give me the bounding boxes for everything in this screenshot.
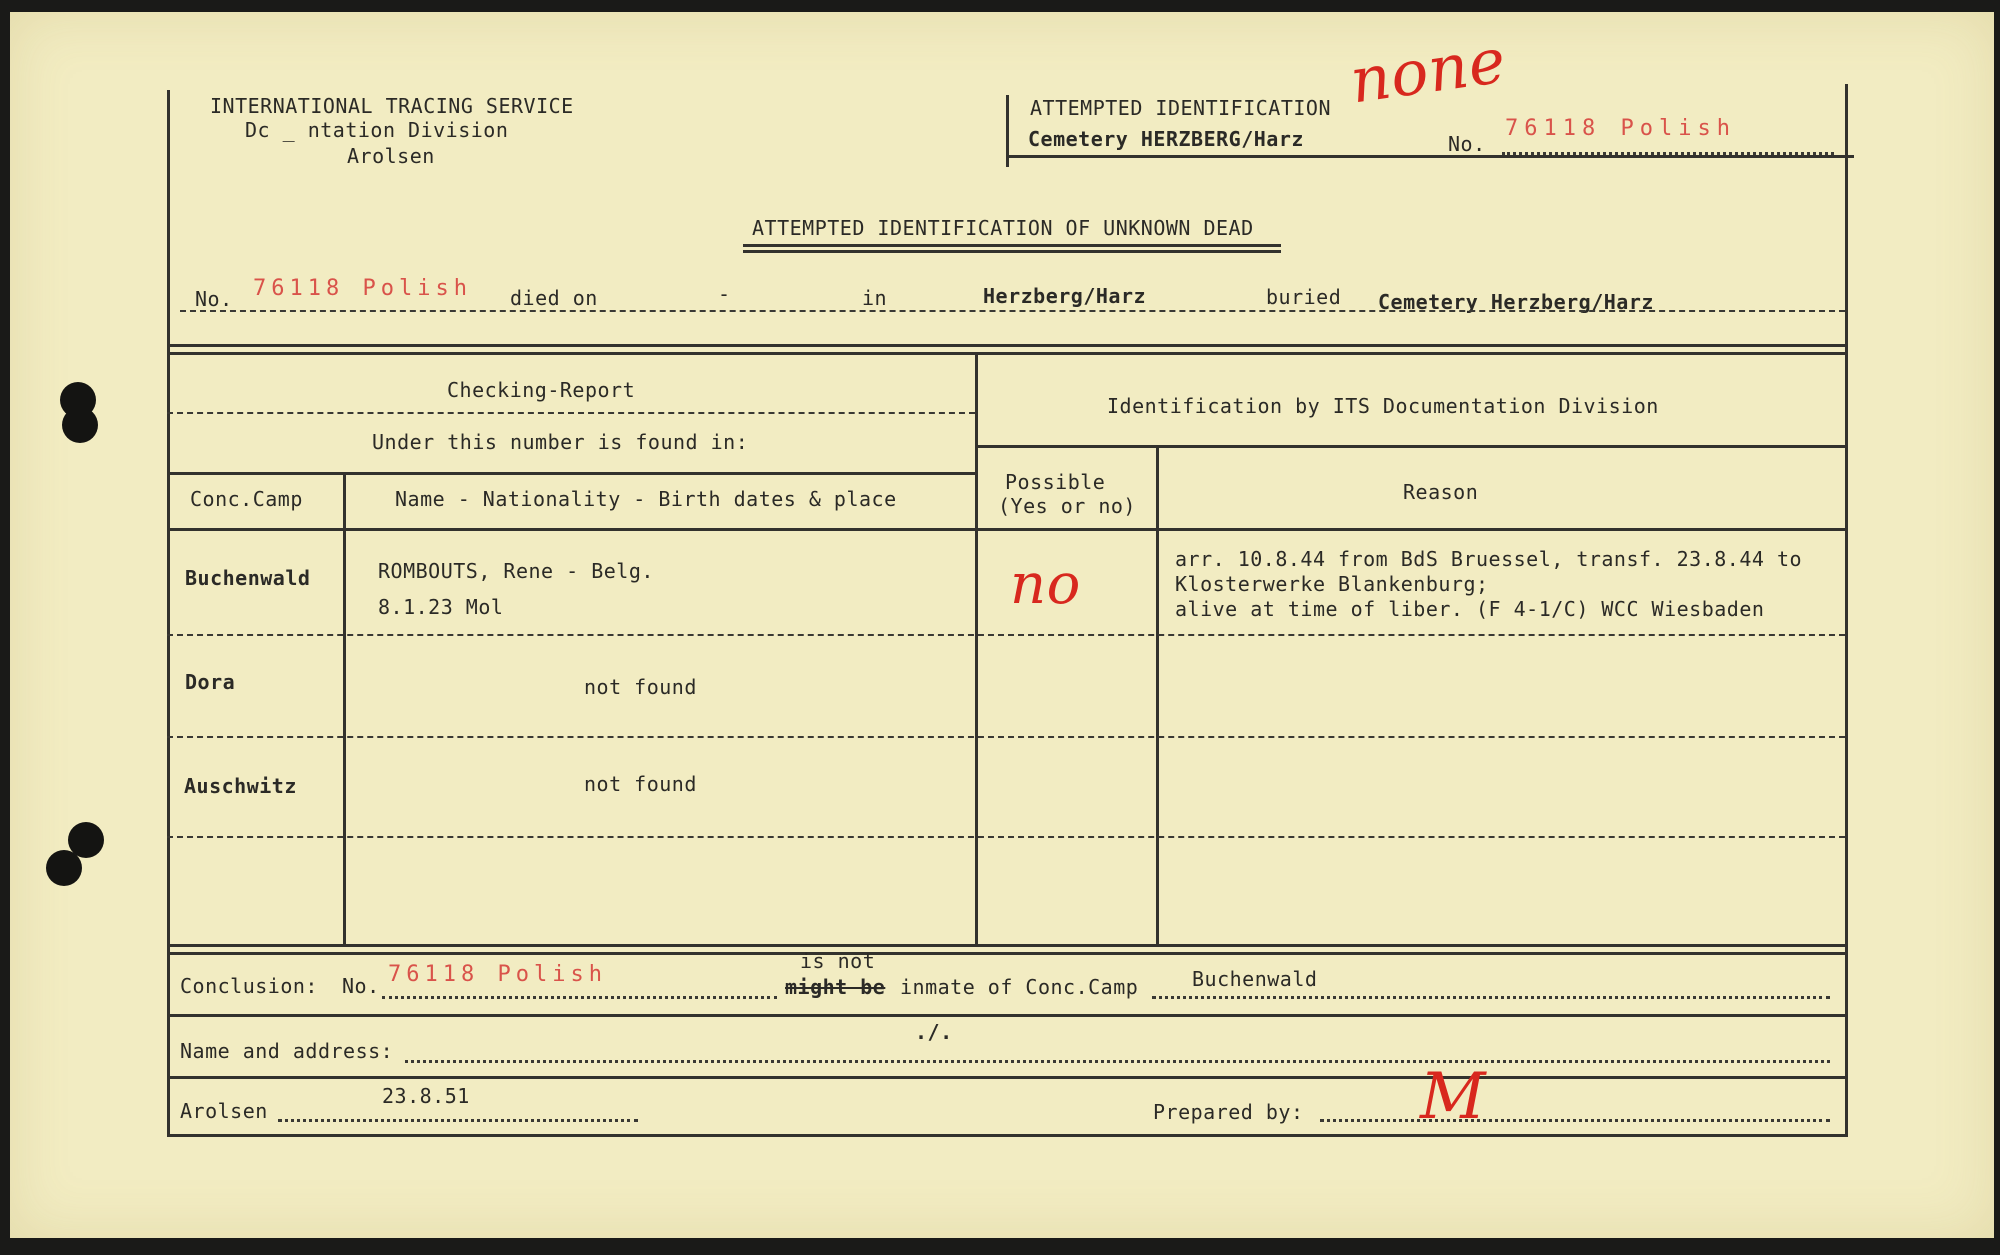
row-possible: no [1010,552,1081,617]
col-reason-header: Reason [1403,480,1479,504]
record-no-label: No. [195,287,233,311]
checking-report-subtitle: Under this number is found in: [372,430,749,454]
punch-hole [62,407,98,443]
prepared-by-label: Prepared by: [1153,1100,1304,1124]
row-name-line-1: ROMBOUTS, Rene - Belg. [378,559,654,583]
form-title: ATTEMPTED IDENTIFICATION OF UNKNOWN DEAD [752,216,1254,240]
conclusion-no-dots [382,996,777,999]
record-no-value: 76118 Polish [253,276,472,301]
died-on-value: - [718,282,731,306]
row-camp: Dora [185,670,236,694]
header-no-label: No. [1448,132,1486,156]
attempted-label: ATTEMPTED IDENTIFICATION [1030,96,1331,120]
org-line-1: INTERNATIONAL TRACING SERVICE [210,94,574,118]
org-line-3: Arolsen [347,144,435,168]
buried-value: Cemetery Herzberg/Harz [1378,290,1654,314]
row-rule [167,634,1845,636]
conclusion-no-label: No. [342,974,380,998]
table-top-rule-2 [167,352,1845,355]
row-reason-line-2: Klosterwerke Blankenburg; [1175,572,1489,596]
name-address-value: ./. [915,1020,953,1044]
punch-hole [46,850,82,886]
frame-right [1845,84,1848,1137]
header-rule [1006,155,1854,158]
conclusion-no-value: 76118 Polish [388,962,607,987]
table-bottom-rule-2 [167,952,1845,955]
conclusion-struck: might be [785,975,886,999]
conclusion-inmate-label: inmate of Conc.Camp [900,975,1139,999]
section-divider [975,352,978,946]
header-no-dots [1502,152,1834,155]
prepared-by-dots [1320,1119,1830,1122]
col-camp-divider [343,472,346,946]
footer-date-dots [278,1119,638,1122]
footer-place: Arolsen [180,1099,268,1123]
frame-left [167,90,170,1137]
frame-bottom [167,1134,1848,1137]
col-name-header: Name - Nationality - Birth dates & place [395,487,897,511]
conclusion-rule [167,1014,1845,1017]
buried-label: buried [1266,285,1342,309]
name-address-dots [405,1060,1830,1063]
handwritten-note: none [1345,23,1511,118]
col-possible-header-1: Possible [1005,470,1106,494]
title-underline-2 [743,250,1281,253]
col-camp-header: Conc.Camp [190,487,303,511]
conclusion-camp: Buchenwald [1192,967,1318,991]
identification-title: Identification by ITS Documentation Division [1107,394,1659,418]
name-address-rule [167,1076,1845,1079]
in-label: in [862,286,888,310]
record-underline [180,310,1845,312]
name-address-label: Name and address: [180,1039,394,1063]
checking-report-title: Checking-Report [447,378,636,402]
conclusion-is-not: is not [800,949,876,973]
conclusion-label: Conclusion: [180,974,318,998]
in-value: Herzberg/Harz [983,284,1147,308]
died-on-label: died on [510,286,598,310]
row-camp: Buchenwald [185,566,311,590]
table-top-rule [167,344,1845,347]
document-card [10,12,1994,1238]
title-underline [743,244,1281,247]
row-name: not found [584,772,697,796]
header-cemetery: Cemetery HERZBERG/Harz [1028,127,1304,151]
row-camp: Auschwitz [184,774,297,798]
row-reason-line-3: alive at time of liber. (F 4-1/C) WCC Wiesbaden [1175,597,1765,621]
header-no-value: 76118 Polish [1505,116,1736,141]
checking-rule-2 [167,472,975,475]
row-name-line-2: 8.1.23 Mol [378,595,504,619]
prepared-by-initials: M [1420,1060,1487,1134]
row-rule [167,836,1845,838]
checking-report-rule [167,412,975,414]
row-name: not found [584,675,697,699]
org-line-2: Dc _ ntation Division [245,118,509,142]
col-possible-header-2: (Yes or no) [998,494,1136,518]
row-rule [167,736,1845,738]
conclusion-camp-dots [1152,996,1830,999]
row-reason-line-1: arr. 10.8.44 from BdS Bruessel, transf. 23.8.44 to [1175,547,1803,571]
col-possible-divider [1156,445,1159,946]
footer-date: 23.8.51 [382,1084,470,1108]
table-bottom-rule [167,944,1845,947]
identification-rule [975,445,1845,448]
header-row-rule [167,528,1845,531]
